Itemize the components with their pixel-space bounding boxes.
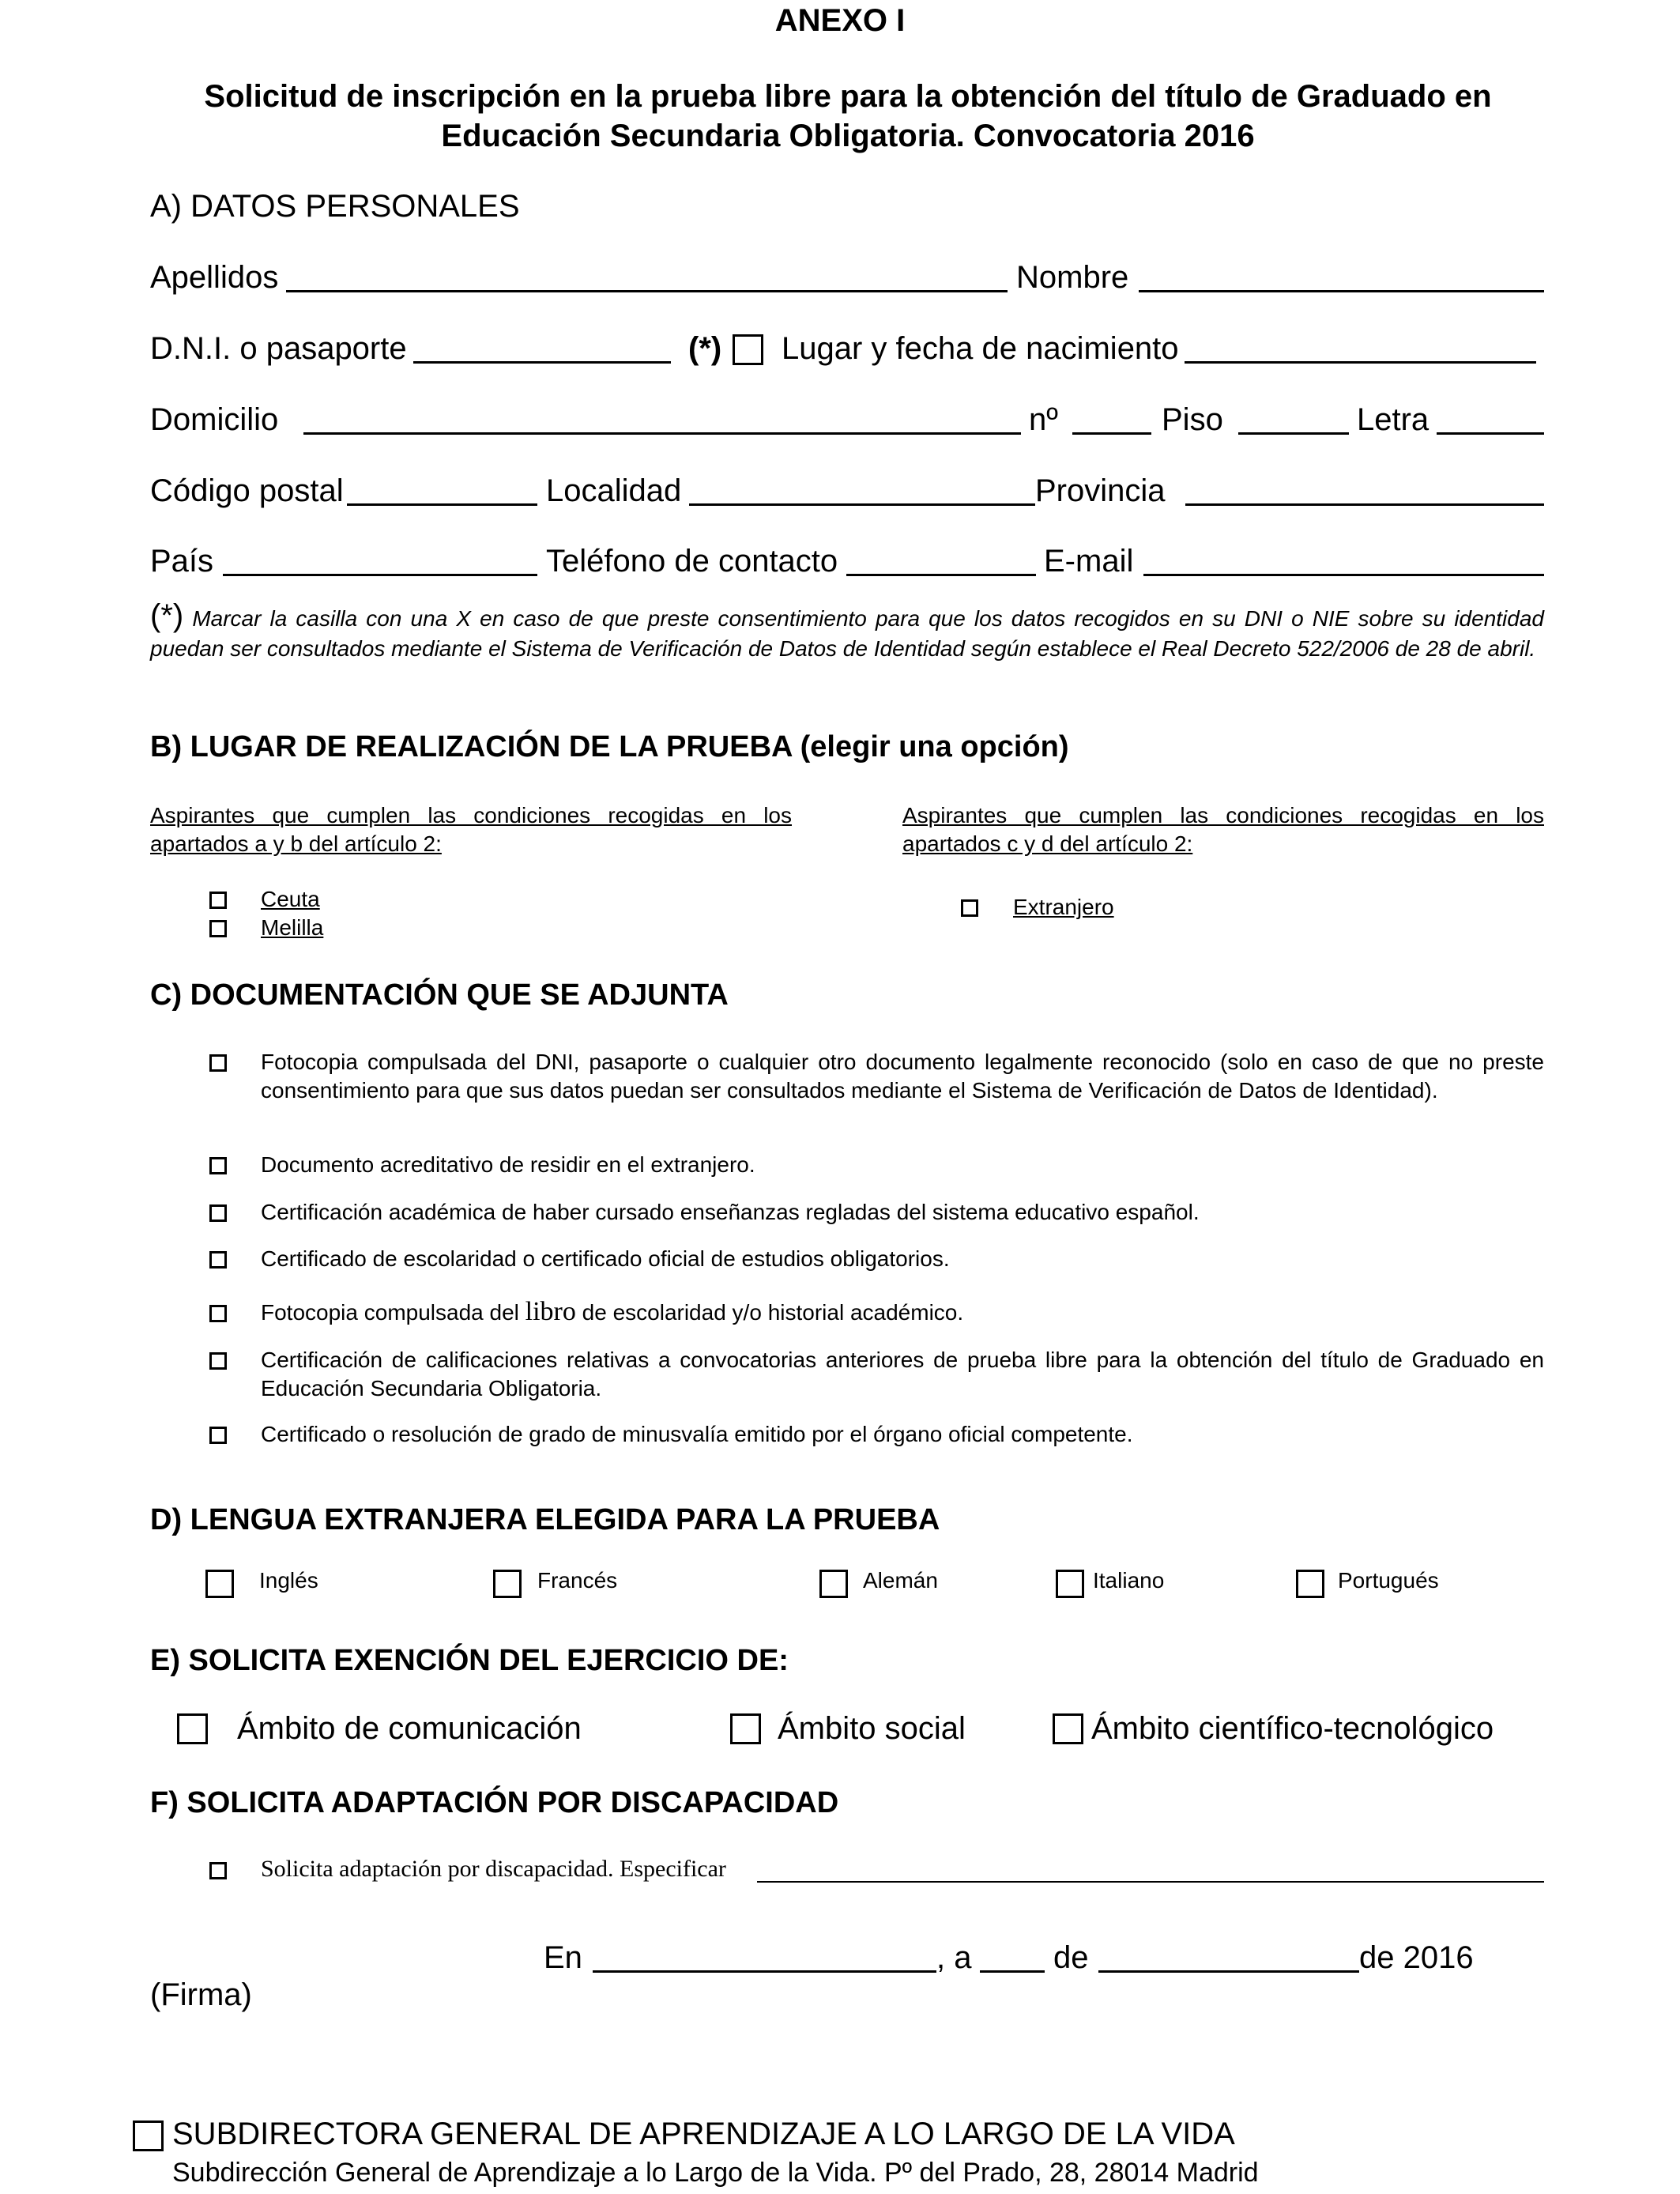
doc-escolaridad-checkbox[interactable] <box>209 1251 227 1269</box>
doc-certificacion-label: Certificación académica de haber cursado enseñanzas regladas del sistema educativo español. <box>261 1200 1200 1224</box>
doc-libro-part2: libro <box>525 1297 576 1326</box>
melilla-label: Melilla <box>261 915 324 940</box>
section-d-heading: D) LENGUA EXTRANJERA ELEGIDA PARA LA PRUEBA <box>150 1503 940 1536</box>
dni-field[interactable] <box>413 334 671 364</box>
form-title-line2: Educación Secundaria Obligatoria. Convocatoria 2016 <box>441 119 1255 153</box>
lang-italiano-label: Italiano <box>1093 1568 1165 1593</box>
melilla-checkbox[interactable] <box>209 920 227 937</box>
adaptacion-field[interactable] <box>757 1881 1544 1883</box>
lang-italiano-checkbox[interactable] <box>1056 1570 1084 1598</box>
exencion-comunicacion-label: Ámbito de comunicación <box>237 1711 582 1746</box>
exencion-social-checkbox[interactable] <box>730 1713 761 1744</box>
consent-checkbox[interactable] <box>733 334 763 365</box>
consent-note-text: Marcar la casilla con una X en caso de que preste consentimiento para que los datos recogidos en su DNI o NIE sobre su identidad puedan ser consultados mediante el Sistema de Verificación de Datos de Identidad según establece el Real Decreto 522/2006 de 28 de abril. <box>150 606 1544 661</box>
doc-libro-part3: de escolaridad y/o historial académico. <box>575 1300 964 1325</box>
letra-label: Letra <box>1357 402 1430 437</box>
footer-address: Subdirección General de Aprendizaje a lo Largo de la Vida. Pº del Prado, 28, 28014 Madrid <box>172 2158 1259 2188</box>
apellidos-field[interactable] <box>286 263 1008 292</box>
doc-calificaciones-label: Certificación de calificaciones relativas a convocatorias anteriores de prueba libre para la obtención del título de Graduado en Educación Secundaria Obligatoria. <box>261 1348 1544 1400</box>
signature-firma: (Firma) <box>150 1977 252 2012</box>
consent-note-mark: (*) <box>150 598 184 633</box>
location-right-header: Aspirantes que cumplen las condiciones recogidas en los apartados c y d del artículo 2: <box>902 803 1544 856</box>
exencion-cientifico-label: Ámbito científico-tecnológico <box>1091 1711 1494 1746</box>
exencion-social-label: Ámbito social <box>778 1711 966 1746</box>
form-title-line1: Solicitud de inscripción en la prueba libre para la obtención del título de Graduado en <box>204 79 1492 114</box>
email-label: E-mail <box>1044 544 1134 579</box>
lang-aleman-label: Alemán <box>863 1568 938 1593</box>
codigo-postal-field[interactable] <box>347 477 537 506</box>
pais-label: País <box>150 544 214 579</box>
domicilio-field[interactable] <box>303 405 1021 435</box>
doc-minusvalia-checkbox[interactable] <box>209 1427 227 1444</box>
pais-field[interactable] <box>223 547 537 576</box>
apellidos-label: Apellidos <box>150 260 279 295</box>
signature-en: En <box>544 1940 582 1975</box>
annex-title: ANEXO I <box>774 3 906 38</box>
ceuta-checkbox[interactable] <box>209 892 227 909</box>
doc-minusvalia-label: Certificado o resolución de grado de minusvalía emitido por el órgano oficial competente. <box>261 1422 1133 1446</box>
signature-a: , a <box>936 1940 972 1975</box>
domicilio-label: Domicilio <box>150 402 279 437</box>
lang-ingles-label: Inglés <box>259 1568 318 1593</box>
section-a-heading: A) DATOS PERSONALES <box>150 189 520 224</box>
telefono-label: Teléfono de contacto <box>546 544 838 579</box>
signature-place-field[interactable] <box>593 1943 936 1973</box>
lang-aleman-checkbox[interactable] <box>819 1570 848 1598</box>
doc-libro-label <box>261 1298 963 1327</box>
lugar-fecha-field[interactable] <box>1185 334 1536 364</box>
localidad-field[interactable] <box>689 477 1035 506</box>
lang-frances-label: Francés <box>537 1568 618 1593</box>
doc-escolaridad-label: Certificado de escolaridad o certificado oficial de estudios obligatorios. <box>261 1246 950 1271</box>
exencion-cientifico-checkbox[interactable] <box>1053 1713 1083 1744</box>
signature-month-field[interactable] <box>1098 1943 1359 1973</box>
doc-calificaciones-checkbox[interactable] <box>209 1352 227 1370</box>
section-f-heading: F) SOLICITA ADAPTACIÓN POR DISCAPACIDAD <box>150 1786 839 1819</box>
section-c-heading: C) DOCUMENTACIÓN QUE SE ADJUNTA <box>150 978 729 1012</box>
provincia-label: Provincia <box>1035 473 1166 508</box>
letra-field[interactable] <box>1437 405 1544 435</box>
lang-portugues-checkbox[interactable] <box>1296 1570 1324 1598</box>
consent-note <box>150 598 1544 664</box>
dni-label: D.N.I. o pasaporte <box>150 331 407 366</box>
doc-certificacion-checkbox[interactable] <box>209 1204 227 1222</box>
doc-dni-checkbox[interactable] <box>209 1054 227 1072</box>
provincia-field[interactable] <box>1185 477 1544 506</box>
location-left-header: Aspirantes que cumplen las condiciones recogidas en los apartados a y b del artículo 2: <box>150 803 792 856</box>
doc-residencia-checkbox[interactable] <box>209 1157 227 1174</box>
piso-label: Piso <box>1162 402 1223 437</box>
lang-portugues-label: Portugués <box>1338 1568 1439 1593</box>
section-b-heading: B) LUGAR DE REALIZACIÓN DE LA PRUEBA (elegir una opción) <box>150 730 1069 763</box>
doc-residencia-label: Documento acreditativo de residir en el extranjero. <box>261 1152 755 1177</box>
doc-dni-label: Fotocopia compulsada del DNI, pasaporte o cualquier otro documento legalmente reconocido (solo en caso de que no preste consentimiento para que sus datos puedan ser consultados mediante el Sistema de Verificación de Datos de Identidad). <box>261 1050 1544 1103</box>
exencion-comunicacion-checkbox[interactable] <box>177 1713 208 1744</box>
codigo-postal-label: Código postal <box>150 473 344 508</box>
telefono-field[interactable] <box>846 547 1036 576</box>
adaptacion-label: Solicita adaptación por discapacidad. Especificar <box>261 1856 726 1882</box>
lang-ingles-checkbox[interactable] <box>205 1570 234 1598</box>
localidad-label: Localidad <box>546 473 682 508</box>
email-field[interactable] <box>1143 547 1544 576</box>
adaptacion-checkbox[interactable] <box>209 1862 227 1879</box>
ceuta-label: Ceuta <box>261 887 320 911</box>
numero-field[interactable] <box>1072 405 1151 435</box>
footer-recipient: SUBDIRECTORA GENERAL DE APRENDIZAJE A LO LARGO DE LA VIDA <box>172 2117 1235 2151</box>
piso-field[interactable] <box>1238 405 1349 435</box>
nombre-field[interactable] <box>1139 263 1544 292</box>
lang-frances-checkbox[interactable] <box>493 1570 522 1598</box>
consent-asterisk: (*) <box>688 331 722 366</box>
lugar-fecha-label: Lugar y fecha de nacimiento <box>782 331 1179 366</box>
signature-year: de 2016 <box>1359 1940 1474 1975</box>
footer-checkbox[interactable] <box>133 2120 164 2151</box>
doc-libro-checkbox[interactable] <box>209 1305 227 1322</box>
extranjero-checkbox[interactable] <box>961 899 978 917</box>
doc-libro-part1: Fotocopia compulsada del <box>261 1300 525 1325</box>
nombre-label: Nombre <box>1016 260 1129 295</box>
numero-label: nº <box>1029 402 1058 437</box>
signature-day-field[interactable] <box>980 1943 1045 1973</box>
signature-de: de <box>1053 1940 1089 1975</box>
section-e-heading: E) SOLICITA EXENCIÓN DEL EJERCICIO DE: <box>150 1644 789 1677</box>
extranjero-label: Extranjero <box>1013 895 1114 919</box>
